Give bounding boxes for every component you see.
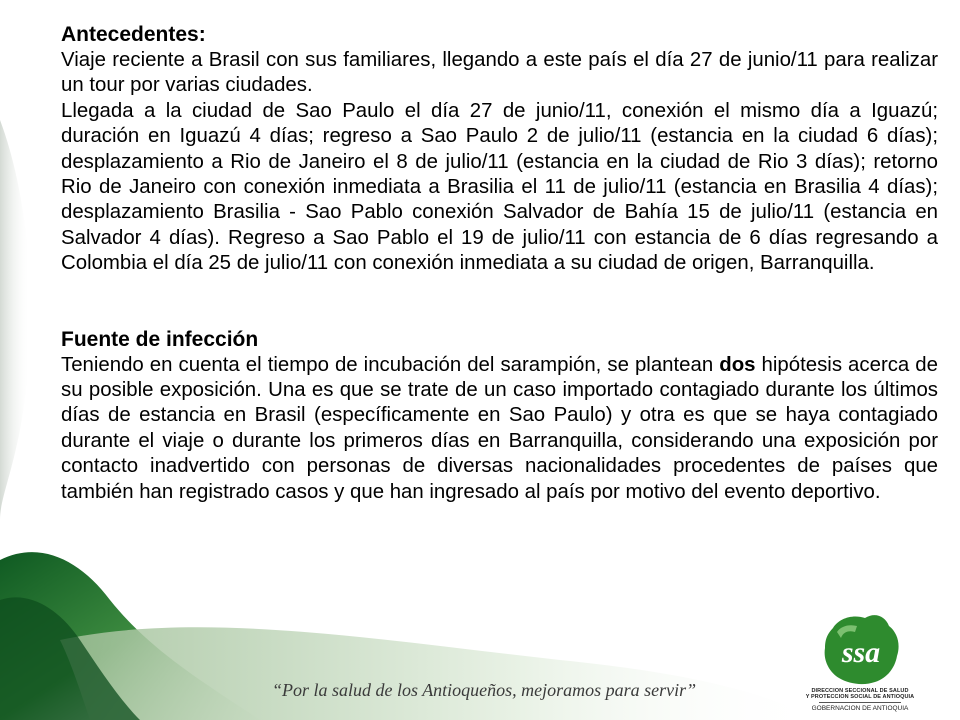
antecedentes-paragraph-2: Llegada a la ciudad de Sao Paulo el día 27 de junio/11, conexión el mismo día a Iguazú; duración en Iguazú 4 días; regreso a Sao Paulo 2 de julio/11 (estancia en la ciudad 6 días); desplazamiento a Rio de Janeiro el 8 de julio/11 (estancia en la ciudad de Rio 3 días); retorno Rio de Janeiro con conexión inmediata a Brasilia el 11 de julio/11 (estancia en Brasilia 4 días); desplazamiento Brasilia - Sao Pablo conexión Salvador de Bahía 15 de julio/11 (estancia en Salvador 4 días). Regreso a Sao Pablo el 19 de julio/11 con estancia de 6 días regresando a Colombia el día 25 de julio/11 con conexión inmediata a su ciudad de origen, Barranquilla. bbox=[61, 99, 938, 275]
logo-line-2: Y PROTECCION SOCIAL DE ANTIOQUIA bbox=[805, 694, 915, 700]
logo-line-3: GOBERNACION DE ANTIOQUIA bbox=[811, 705, 909, 712]
svg-text:ssa: ssa bbox=[841, 636, 881, 669]
logo-caption bbox=[805, 688, 915, 712]
fuente-bold-word: dos bbox=[719, 353, 756, 376]
fuente-heading: Fuente de infección bbox=[61, 327, 259, 351]
logo-divider bbox=[819, 702, 901, 703]
slide-content bbox=[61, 22, 938, 505]
footer-slogan: “Por la salud de los Antioqueños, mejoramos para servir” bbox=[272, 680, 697, 700]
fuente-text-1: Teniendo en cuenta el tiempo de incubación del sarampión, se plantean bbox=[61, 353, 720, 376]
bottom-light-swoosh bbox=[60, 627, 820, 720]
antioquia-map-logo-icon bbox=[805, 610, 915, 688]
left-gray-band bbox=[0, 120, 30, 520]
antecedentes-heading: Antecedentes: bbox=[61, 23, 206, 46]
gobernacion-logo bbox=[805, 610, 915, 715]
fuente-paragraph bbox=[61, 353, 938, 505]
antecedentes-paragraph-1: Viaje reciente a Brasil con sus familiares, llegando a este país el día 27 de junio/11 para realizar un tour por varias ciudades. bbox=[61, 49, 938, 97]
logo-line-1: DIRECCION SECCIONAL DE SALUD bbox=[811, 688, 909, 694]
fuente-text-2: hipótesis acerca de su posible exposición. Una es que se trate de un caso importado contagiado durante los últimos días de estancia en Brasil (específicamente en Sao Paulo) y otra es que se haya contagiado durante el viaje o durante los primeros días en Barranquilla, considerando una exposición por contacto inadvertido con personas de diversas nacionalidades procedentes de países que también han registrado casos y que han ingresado al país por motivo del evento deportivo. bbox=[61, 353, 938, 503]
section-spacer bbox=[61, 277, 938, 327]
